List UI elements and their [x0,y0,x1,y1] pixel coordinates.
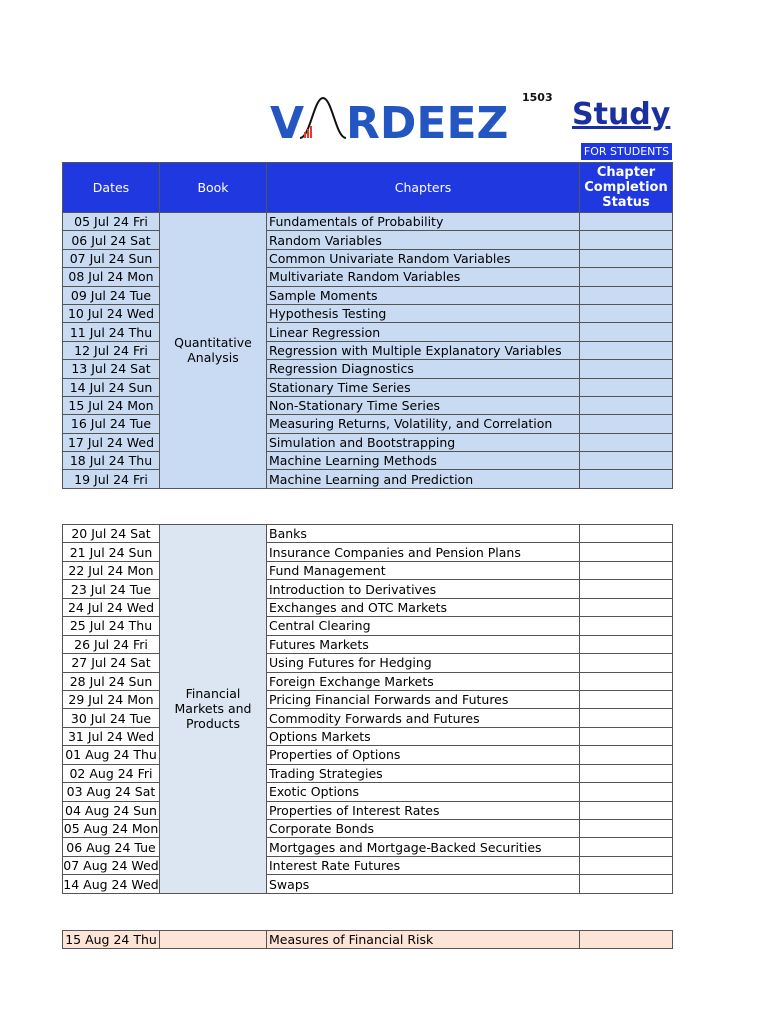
row-chapter: Measures of Financial Risk [267,931,580,949]
row-completion-status[interactable] [580,433,673,451]
row-chapter: Sample Moments [267,286,580,304]
row-date: 14 Aug 24 Wed [63,876,159,892]
row-chapter: Non-Stationary Time Series [267,396,580,414]
row-date: 14 Jul 24 Sun [63,378,160,396]
book-cell-empty [160,931,267,949]
row-completion-status[interactable] [580,690,673,708]
table-row [63,561,673,579]
row-date: 31 Jul 24 Wed [63,727,160,745]
table-row [63,727,673,745]
table-row [63,598,673,616]
row-completion-status[interactable] [580,727,673,745]
row-date: 07 Jul 24 Sun [63,249,160,267]
row-completion-status[interactable] [580,746,673,764]
row-date: 07 Aug 24 Wed [63,858,159,874]
table-row [63,580,673,598]
row-chapter: Fundamentals of Probability [267,213,580,231]
row-date: 21 Jul 24 Sun [63,543,160,561]
row-chapter: Machine Learning and Prediction [267,470,580,488]
row-date: 28 Jul 24 Sun [63,672,160,690]
row-chapter: Simulation and Bootstrapping [267,433,580,451]
row-date: 06 Aug 24 Tue [63,838,160,856]
logo-letters: RDEEZ [346,98,509,149]
header-book: Book [160,163,267,213]
row-date: 27 Jul 24 Sat [63,654,160,672]
row-completion-status[interactable] [580,452,673,470]
row-chapter: Central Clearing [267,617,580,635]
row-chapter: Exotic Options [267,783,580,801]
table-row [63,838,673,856]
table-row [63,801,673,819]
row-chapter: Corporate Bonds [267,820,580,838]
row-completion-status[interactable] [580,875,673,893]
row-chapter: Commodity Forwards and Futures [267,709,580,727]
row-completion-status[interactable] [580,764,673,782]
row-completion-status[interactable] [580,709,673,727]
table-row [63,764,673,782]
table-row [63,415,673,433]
row-chapter: Interest Rate Futures [267,856,580,874]
table-row [63,396,673,414]
row-date: 02 Aug 24 Fri [63,764,160,782]
row-date: 30 Jul 24 Tue [63,709,160,727]
row-completion-status[interactable] [580,654,673,672]
table-row [63,525,673,543]
row-completion-status[interactable] [580,231,673,249]
row-chapter: Common Univariate Random Variables [267,249,580,267]
row-date: 22 Jul 24 Mon [63,561,160,579]
logo-number: 1503 [522,91,553,104]
table-row [63,690,673,708]
table-row [63,654,673,672]
schedule-table-financial-markets [62,524,673,894]
row-chapter: Swaps [267,875,580,893]
table-row [63,470,673,488]
table-row [63,304,673,322]
table-row [63,378,673,396]
book-name: Quantitative Analysis [160,213,267,489]
row-completion-status[interactable] [580,360,673,378]
table-row [63,286,673,304]
row-chapter: Multivariate Random Variables [267,268,580,286]
row-chapter: Regression with Multiple Explanatory Variables [267,341,580,359]
row-completion-status[interactable] [580,801,673,819]
schedule-table-risk [62,930,673,949]
row-completion-status[interactable] [580,470,673,488]
row-completion-status[interactable] [580,783,673,801]
row-date: 26 Jul 24 Fri [63,635,160,653]
row-chapter: Foreign Exchange Markets [267,672,580,690]
table-row [63,360,673,378]
table-row [63,635,673,653]
row-date: 08 Jul 24 Mon [63,268,160,286]
row-completion-status[interactable] [580,249,673,267]
row-completion-status[interactable] [580,931,673,949]
row-chapter: Futures Markets [267,635,580,653]
row-chapter: Insurance Companies and Pension Plans [267,543,580,561]
row-chapter: Exchanges and OTC Markets [267,598,580,616]
row-completion-status[interactable] [580,378,673,396]
table-row [63,875,673,893]
row-completion-status[interactable] [580,838,673,856]
header-status: Chapter Completion Status [580,163,673,213]
row-date: 12 Jul 24 Fri [63,341,160,359]
row-date: 20 Jul 24 Sat [63,525,160,543]
row-chapter: Regression Diagnostics [267,360,580,378]
row-date: 23 Jul 24 Tue [63,580,160,598]
row-completion-status[interactable] [580,525,673,543]
table-row [63,213,673,231]
row-completion-status[interactable] [580,396,673,414]
row-date: 18 Jul 24 Thu [63,452,160,470]
table-row [63,433,673,451]
row-date: 13 Jul 24 Sat [63,360,160,378]
table-row [63,783,673,801]
row-chapter: Random Variables [267,231,580,249]
row-completion-status[interactable] [580,268,673,286]
row-chapter: Banks [267,525,580,543]
table-row [63,543,673,561]
row-date: 19 Jul 24 Fri [63,470,160,488]
row-chapter: Properties of Options [267,746,580,764]
row-completion-status[interactable] [580,415,673,433]
row-chapter: Machine Learning Methods [267,452,580,470]
row-chapter: Hypothesis Testing [267,304,580,322]
row-date: 25 Jul 24 Thu [63,617,160,635]
row-completion-status[interactable] [580,635,673,653]
book-name: Financial Markets and Products [160,525,267,894]
table-row [63,452,673,470]
row-completion-status[interactable] [580,341,673,359]
row-chapter: Introduction to Derivatives [267,580,580,598]
schedule-table-quantitative [62,162,673,489]
table-row [63,931,673,949]
row-date: 15 Aug 24 Thu [63,931,160,949]
table-row [63,323,673,341]
row-date: 04 Aug 24 Sun [63,801,160,819]
table-header-row [63,163,673,213]
header-chapters: Chapters [267,163,580,213]
bell-curve-icon [298,94,348,144]
row-chapter: Pricing Financial Forwards and Futures [267,690,580,708]
row-date: 05 Jul 24 Fri [63,213,160,231]
row-date: 29 Jul 24 Mon [63,690,160,708]
row-chapter: Stationary Time Series [267,378,580,396]
row-completion-status[interactable] [580,286,673,304]
table-row [63,856,673,874]
row-date: 05 Aug 24 Mon [63,821,159,837]
row-chapter: Mortgages and Mortgage-Backed Securities [267,838,580,856]
row-completion-status[interactable] [580,617,673,635]
row-completion-status[interactable] [580,561,673,579]
row-chapter: Using Futures for Hedging [267,654,580,672]
table-row [63,249,673,267]
row-date: 17 Jul 24 Wed [63,433,160,451]
row-date: 06 Jul 24 Sat [63,231,160,249]
row-completion-status[interactable] [580,213,673,231]
table-row [63,231,673,249]
row-date: 24 Jul 24 Wed [63,598,160,616]
table-row [63,746,673,764]
row-date: 03 Aug 24 Sat [63,783,160,801]
row-completion-status[interactable] [580,598,673,616]
row-chapter: Trading Strategies [267,764,580,782]
table-row [63,268,673,286]
table-row [63,709,673,727]
row-completion-status[interactable] [580,323,673,341]
row-chapter: Options Markets [267,727,580,745]
row-completion-status[interactable] [580,672,673,690]
table-row [63,617,673,635]
row-date: 11 Jul 24 Thu [63,323,160,341]
for-students-badge: FOR STUDENTS [581,143,672,160]
row-completion-status[interactable] [580,820,673,838]
header-dates: Dates [63,163,160,213]
row-completion-status[interactable] [580,856,673,874]
row-completion-status[interactable] [580,543,673,561]
row-completion-status[interactable] [580,304,673,322]
row-chapter: Measuring Returns, Volatility, and Correlation [267,415,580,433]
table-row [63,672,673,690]
logo-letter-v: V [270,98,305,149]
table-row [63,341,673,359]
row-chapter: Fund Management [267,561,580,579]
row-date: 10 Jul 24 Wed [63,304,160,322]
row-date: 09 Jul 24 Tue [63,286,160,304]
row-completion-status[interactable] [580,580,673,598]
row-date: 15 Jul 24 Mon [63,396,160,414]
table-row [63,820,673,838]
row-date: 01 Aug 24 Thu [63,746,160,764]
logo-study-text: Study [572,97,671,132]
row-chapter: Properties of Interest Rates [267,801,580,819]
row-chapter: Linear Regression [267,323,580,341]
row-date: 16 Jul 24 Tue [63,415,160,433]
